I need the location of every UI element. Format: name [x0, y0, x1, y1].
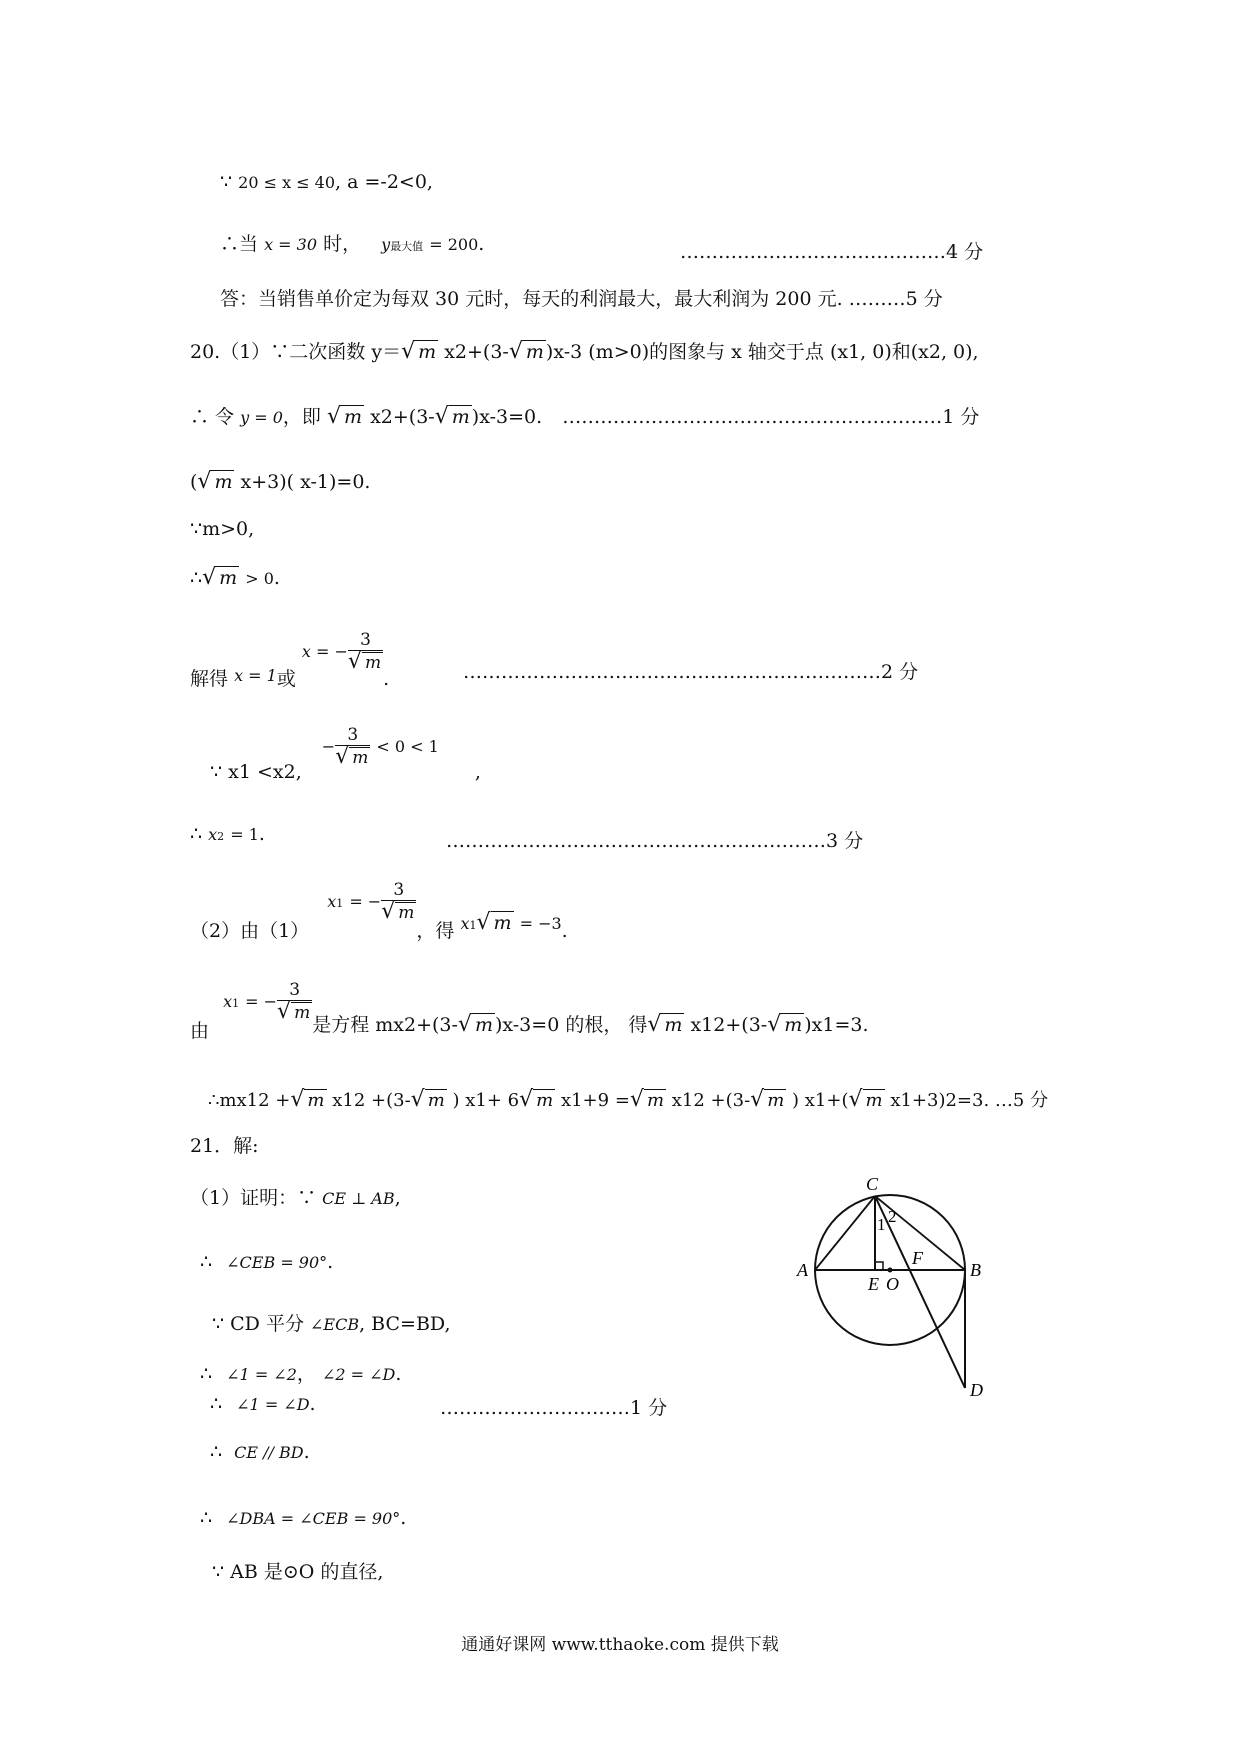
- line-11: [190, 822, 265, 849]
- sqrt-m: √ m: [401, 339, 437, 364]
- sqrt-m: √ m: [848, 1087, 883, 1112]
- therefore-sign: ∴: [200, 1363, 213, 1385]
- math: x = 30: [264, 235, 318, 254]
- text: ) x1+(: [792, 1090, 849, 1111]
- fraction: $\frac{3}{√ m}$: [381, 880, 415, 924]
- sqrt-m: √ m: [202, 565, 238, 590]
- text: x12+(3-: [690, 1014, 768, 1036]
- line-9: [190, 630, 389, 690]
- footer: 通通好课网 www.tthaoke.com 提供下载: [461, 1635, 779, 1655]
- math: x: [208, 825, 218, 844]
- math: < 0 < 1: [376, 737, 439, 756]
- label-a: A: [797, 1260, 808, 1280]
- because-sign: ∵: [220, 171, 233, 193]
- line-18: [212, 1312, 451, 1337]
- line-19: [200, 1362, 401, 1387]
- label-e: E: [868, 1274, 879, 1294]
- text: .: [561, 920, 568, 942]
- question-21-heading: 21．解:: [190, 1135, 259, 1157]
- label-o: O: [886, 1274, 899, 1294]
- text: ∴当: [220, 233, 259, 255]
- text: x2+(3-: [370, 406, 435, 428]
- center-point: [888, 1268, 893, 1273]
- line-5: [190, 405, 979, 430]
- text: ，即: [282, 406, 321, 428]
- sqrt-m: √ m: [647, 1012, 683, 1037]
- math: ∠1 = ∠D: [236, 1395, 310, 1414]
- line-10: [210, 725, 481, 785]
- label-angle-2: 2: [888, 1207, 897, 1226]
- line-20: [210, 1392, 316, 1417]
- line-12: [190, 880, 568, 940]
- label-angle-1: 1: [877, 1215, 886, 1234]
- math: ∠CEB = 90°: [226, 1253, 328, 1272]
- text: 时，: [323, 233, 362, 255]
- text: .: [478, 233, 485, 255]
- sqrt-m: √ m: [508, 339, 544, 364]
- fraction: $\frac{3}{√ m}$: [335, 725, 369, 769]
- therefore-sign: ∴: [200, 1251, 213, 1273]
- score-dots: …………………………1 分: [440, 1397, 668, 1419]
- math: ∠2 = ∠D: [321, 1365, 396, 1384]
- sqrt-m: √ m: [434, 404, 470, 429]
- line-23: ∵ AB 是⊙O 的直径,: [212, 1561, 384, 1583]
- text: ∴ 令: [190, 406, 235, 428]
- math: x = 1: [234, 666, 277, 685]
- text: ，得: [416, 920, 455, 942]
- line-6: [190, 470, 370, 494]
- text: （1）证明：∵: [190, 1187, 317, 1209]
- math: = 200: [429, 235, 479, 254]
- sqrt-m: √ m: [519, 1087, 554, 1112]
- text: 解得: [190, 668, 229, 690]
- therefore-sign: ∴: [210, 1393, 223, 1415]
- sqrt-m: √ m: [629, 1087, 665, 1112]
- text: 由: [190, 1020, 210, 1042]
- math: ∠ECB: [310, 1315, 360, 1334]
- math: ∠DBA = ∠CEB = 90°: [226, 1509, 401, 1528]
- text: 20.（1）∵二次函数 y＝: [190, 341, 402, 363]
- line-2: [220, 232, 484, 259]
- therefore-sign: ∴: [200, 1507, 213, 1529]
- label-d: D: [970, 1380, 983, 1400]
- math: y: [381, 235, 391, 254]
- text: .: [309, 1393, 316, 1415]
- text: , a =-2<0,: [335, 171, 433, 193]
- text: x1+3)2=3. …5 分: [890, 1090, 1049, 1111]
- geometry-figure: [790, 1160, 1010, 1400]
- sqrt-m: √ m: [326, 404, 363, 429]
- subscript: 2: [217, 830, 225, 843]
- text: x+3)( x-1)=0.: [240, 471, 371, 493]
- sqrt-m: √ m: [767, 1012, 803, 1037]
- text: .: [395, 1363, 402, 1385]
- score-dots: ……………………………………………………3 分: [446, 830, 864, 852]
- subscript: 1: [232, 997, 240, 1010]
- line-21: [210, 1440, 310, 1465]
- label-c: C: [866, 1174, 879, 1194]
- sqrt-m: √ m: [410, 1087, 445, 1112]
- text: x12 +(3-: [332, 1090, 411, 1111]
- sqrt-m: √ m: [197, 469, 233, 494]
- score-dots: …………………………………………………………2 分: [463, 661, 919, 683]
- line-4: [190, 340, 979, 364]
- math: y = 0: [240, 408, 283, 427]
- text: x1+9 =: [560, 1090, 630, 1111]
- line-13: [190, 980, 869, 1040]
- text: .: [327, 1251, 334, 1273]
- math: x: [327, 892, 337, 911]
- text: .: [303, 1441, 310, 1463]
- math: x: [223, 992, 233, 1011]
- line-8: [190, 566, 280, 591]
- math: −: [321, 737, 336, 756]
- math: x = −: [301, 642, 348, 661]
- fraction: $\frac{3}{√ m}$: [277, 980, 311, 1024]
- text: ) x1+ 6: [452, 1090, 520, 1111]
- math: = 1: [230, 825, 259, 844]
- text: )x1=3.: [804, 1014, 869, 1036]
- math: CE ⊥ AB: [322, 1189, 395, 1208]
- subscript: 1: [336, 897, 344, 910]
- text: (: [190, 471, 198, 493]
- text: .: [383, 668, 390, 690]
- text: x12 +(3-: [671, 1090, 751, 1111]
- text: x2+(3-: [444, 341, 509, 363]
- text: )x-3=0.: [471, 406, 543, 428]
- text: )x-3=0 的根， 得: [494, 1014, 648, 1036]
- text: )x-3 (m>0)的图象与 x 轴交于点 (x1, 0)和(x2, 0),: [545, 341, 979, 363]
- sqrt-m: √ m: [476, 910, 512, 935]
- text: ,: [394, 1187, 401, 1209]
- math: = −: [245, 992, 278, 1011]
- line-1: [220, 170, 433, 195]
- line-16: [190, 1186, 401, 1211]
- sqrt-m: √ m: [290, 1087, 325, 1112]
- math: x: [460, 914, 470, 933]
- math: ∠1 = ∠2: [226, 1365, 297, 1384]
- text: ,: [474, 761, 481, 783]
- math: = −3: [519, 914, 562, 933]
- therefore-sign: ∴: [190, 567, 203, 589]
- fraction: $\frac{3}{√ m}$: [347, 630, 382, 674]
- therefore-sign: ∴: [190, 823, 203, 845]
- label-f: F: [912, 1248, 923, 1268]
- line-14: [208, 1088, 1048, 1113]
- math: > 0: [245, 569, 274, 588]
- text: .: [258, 823, 265, 845]
- text: , BC=BD,: [359, 1313, 451, 1335]
- inequality: 20 ≤ x ≤ 40: [238, 173, 336, 192]
- answer-line: 答：当销售单价定为每双 30 元时，每天的利润最大，最大利润为 200 元. ………5 分: [220, 288, 943, 310]
- text: ∵ x1 <x2,: [210, 761, 302, 783]
- math: = −: [349, 892, 382, 911]
- subscript: 1: [469, 919, 477, 932]
- text: （2）由（1）: [190, 920, 310, 942]
- subscript: 最大值: [390, 240, 424, 253]
- sqrt-m: √ m: [457, 1012, 493, 1037]
- score-dots: ……………………………………………………1 分: [562, 406, 980, 428]
- sqrt-m: √ m: [750, 1087, 785, 1112]
- score-dots: ……………………………………4 分: [680, 241, 984, 263]
- therefore-sign: ∴: [210, 1441, 223, 1463]
- text: .: [273, 567, 280, 589]
- label-b: B: [970, 1260, 981, 1280]
- text: .: [400, 1507, 407, 1529]
- text: ，: [296, 1363, 316, 1385]
- text: ∵ CD 平分: [212, 1313, 304, 1335]
- line-22: [200, 1506, 406, 1531]
- math: CE // BD: [234, 1443, 304, 1462]
- right-angle-mark: [875, 1262, 883, 1270]
- text: ∴mx12 +: [208, 1090, 291, 1111]
- text: 或: [276, 668, 296, 690]
- line-7: ∵m>0,: [190, 518, 255, 540]
- line-17: [200, 1250, 333, 1275]
- text: 是方程 mx2+(3-: [312, 1014, 458, 1036]
